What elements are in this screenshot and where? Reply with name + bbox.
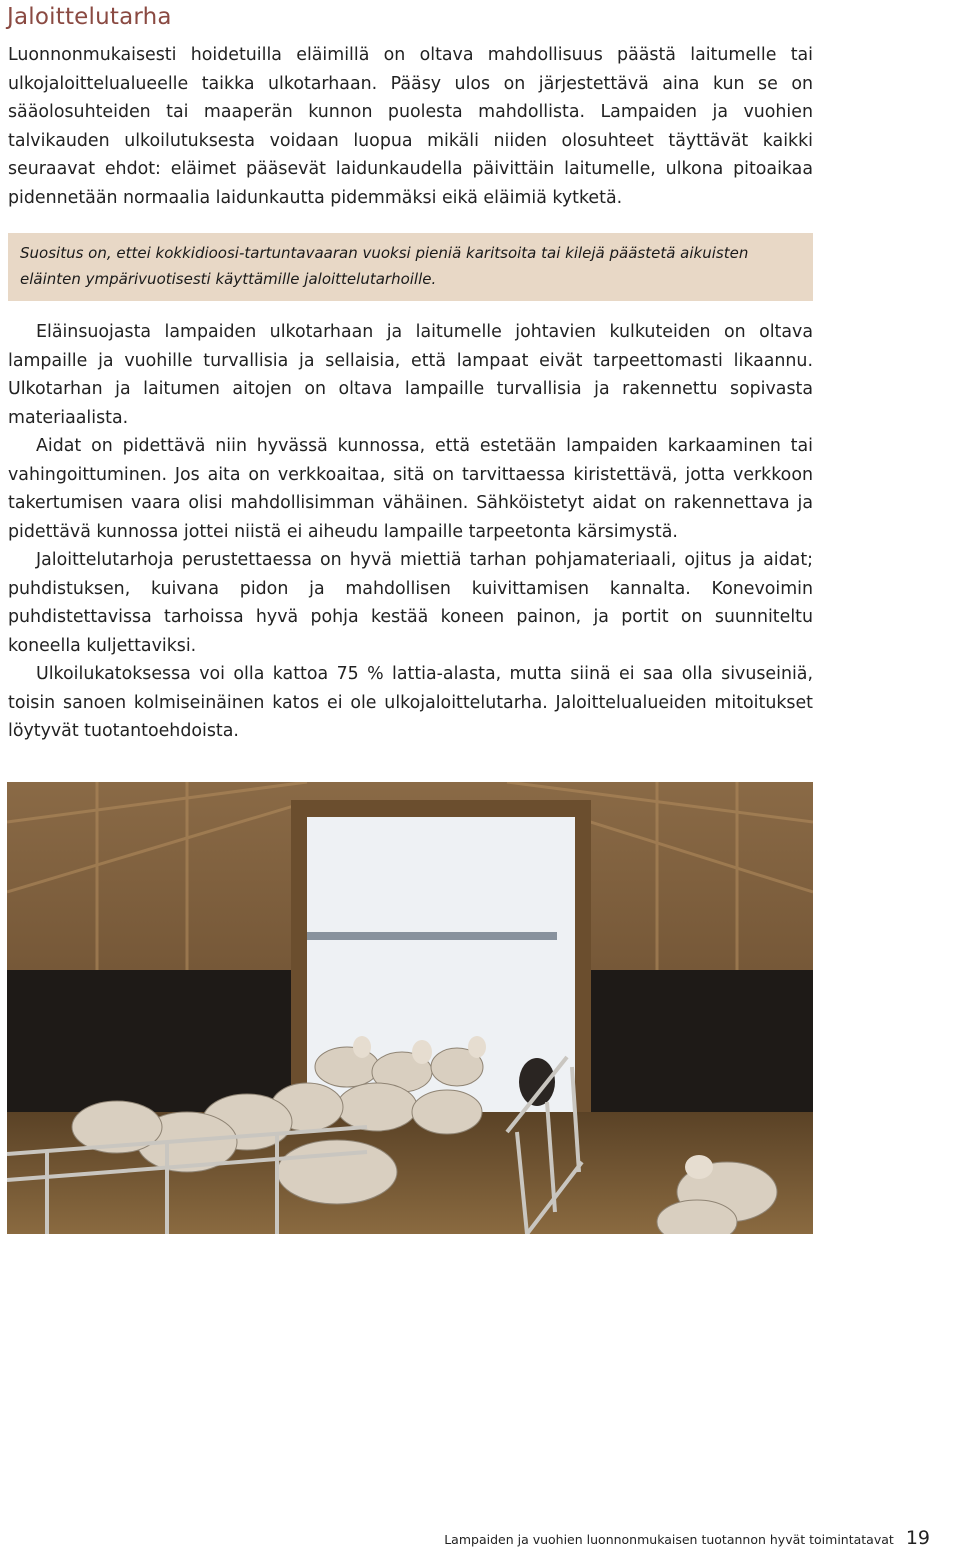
body-paragraph: Jaloittelutarhoja perustettaessa on hyvä miettiä tarhan pohjamateriaali, ojitus ja aidat; puhdistuksen, kuivana pidon ja mahdollisen kuivittamisen kannalta. Konevoimin puhdistettavissa tarhoissa hyvä pohja kestää koneen painon, ja portit on suunniteltu koneella kuljettaviksi. bbox=[8, 550, 813, 656]
dark-wall-panel-right bbox=[567, 970, 813, 1120]
page-footer bbox=[444, 1527, 930, 1549]
intro-section bbox=[8, 41, 813, 212]
dark-sheep bbox=[519, 1058, 555, 1106]
body-paragraph: Eläinsuojasta lampaiden ulkotarhaan ja laitumelle johtavien kulkuteiden on oltava lampaille ja vuohille turvallisia ja sellaisia, että lampaat eivät tarpeettomasti likaannu. Ulkotarhan ja laitumen aitojen on oltava lampaille turvallisia ja rakennettu sopivasta materiaalista. bbox=[8, 322, 813, 428]
sheep-barn-illustration bbox=[7, 782, 813, 1234]
far-shoreline bbox=[307, 932, 557, 940]
body-paragraph: Ulkoilukatoksessa voi olla kattoa 75 % lattia-alasta, mutta siinä ei saa olla sivuseiniä, toisin sanoen kolmiseinäinen katos ei ole ulkojaloittelutarha. Jaloittelualueiden mitoitukset löytyvät tuotantoehdoista. bbox=[8, 664, 813, 741]
publication-title: Lampaiden ja vuohien luonnonmukaisen tuotannon hyvät toimintatavat bbox=[444, 1532, 894, 1547]
recommendation-text: Suositus on, ettei kokkidioosi-tartuntavaaran vuoksi pieniä karitsoita tai kilejä päästetä aikuisten eläinten ympärivuotisesti käyttämille jaloittelutarhoille. bbox=[20, 244, 749, 288]
intro-paragraph: Luonnonmukaisesti hoidetuilla eläimillä on oltava mahdollisuus päästä laitumelle tai ulkojaloittelualueelle taikka ulkotarhaan. Pääsy ulos on järjestettävä aina kun se on sääolosuhteiden tai maaperän kunnon puolesta mahdollista. Lampaiden ja vuohien talvikauden ulkoilutuksesta voidaan luopua mikäli niiden olosuhteet täyttävät kaikki seuraavat ehdot: eläimet pääsevät laidunkaudella päivittäin laitumelle, ulkona pitoaikaa pidennetään normaalia laidunkautta pidemmäksi eikä eläimiä kytketä. bbox=[8, 45, 813, 208]
section-title: Jaloittelutarha bbox=[7, 4, 172, 30]
body-text bbox=[8, 318, 813, 746]
recommendation-box bbox=[8, 233, 813, 301]
page-number: 19 bbox=[905, 1527, 930, 1549]
body-paragraph: Aidat on pidettävä niin hyvässä kunnossa, että estetään lampaiden karkaaminen tai vahingoittuminen. Jos aita on verkkoaitaa, sitä on tarvittaessa kiristettävä, jotta verkkoon takertumisen vaara olisi mahdollisimman vähäinen. Sähköistetyt aidat on rakennettava ja pidettävä kunnossa jottei niistä ei aiheudu lampaille tarpeetonta kärsimystä. bbox=[8, 436, 813, 542]
sheep-barn-photo bbox=[7, 782, 813, 1234]
